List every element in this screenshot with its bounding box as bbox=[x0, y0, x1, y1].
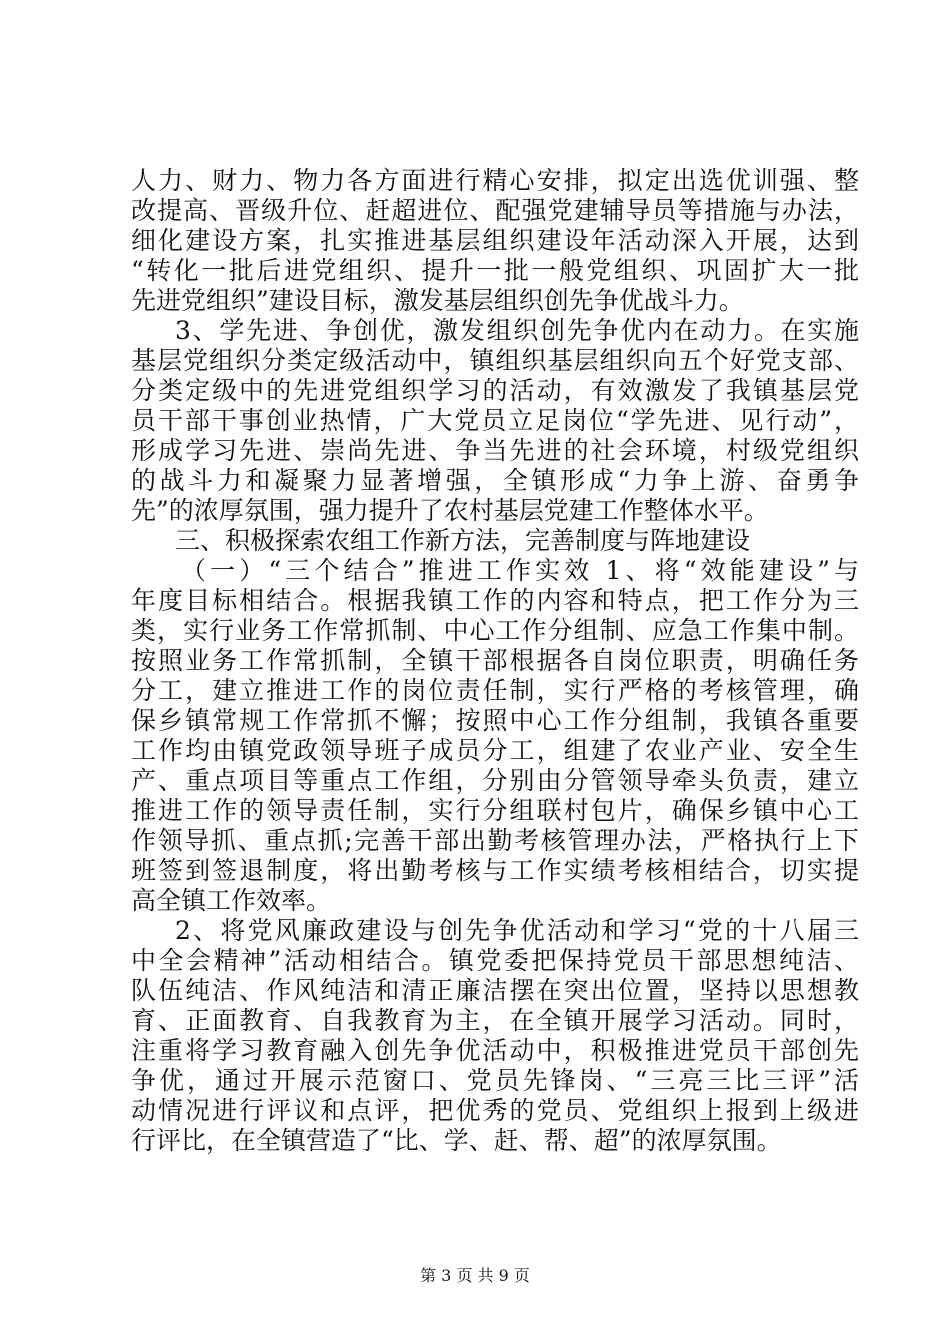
text-line: 工作均由镇党政领导班子成员分工，组建了农业产业、安全生 bbox=[131, 736, 859, 765]
text-line: 的战斗力和凝聚力显著增强，全镇形成“力争上游、奋勇争 bbox=[131, 466, 859, 495]
text-line: 员干部干事创业热情，广大党员立足岗位“学先进、见行动”， bbox=[131, 406, 859, 435]
text-line: 细化建设方案，扎实推进基层组织建设年活动深入开展，达到 bbox=[131, 226, 859, 255]
text-line: 形成学习先进、崇尚先进、争当先进的社会环境，村级党组织 bbox=[131, 436, 859, 465]
paragraph-start-line: 3、学先进、争创优，激发组织创先争优内在动力。在实施 bbox=[175, 316, 859, 345]
body-text bbox=[131, 166, 859, 1156]
text-line: 分类定级中的先进党组织学习的活动，有效激发了我镇基层党 bbox=[131, 376, 859, 405]
text-line: 按照业务工作常抓制，全镇干部根据各自岗位职责，明确任务 bbox=[131, 646, 859, 675]
text-line: 队伍纯洁、作风纯洁和清正廉洁摆在突出位置，坚持以思想教 bbox=[131, 976, 859, 1005]
text-line: 保乡镇常规工作常抓不懈；按照中心工作分组制，我镇各重要 bbox=[131, 706, 859, 735]
text-line: 分工，建立推进工作的岗位责任制，实行严格的考核管理，确 bbox=[131, 676, 859, 705]
text-line: 行评比，在全镇营造了“比、学、赶、帮、超”的浓厚氛围。 bbox=[131, 1126, 782, 1155]
text-line: 高全镇工作效率。 bbox=[131, 886, 332, 915]
text-line: 产、重点项目等重点工作组，分别由分管领导牵头负责，建立 bbox=[131, 766, 859, 795]
section-heading: 三、积极探索农组工作新方法，完善制度与阵地建设 bbox=[175, 526, 751, 555]
text-line: 人力、财力、物力各方面进行精心安排，拟定出选优训强、整 bbox=[131, 166, 859, 195]
text-line: 争优，通过开展示范窗口、党员先锋岗、“三亮三比三评”活 bbox=[131, 1066, 859, 1095]
text-line: 类，实行业务工作常抓制、中心工作分组制、应急工作集中制。 bbox=[131, 616, 859, 645]
page-number-footer: 第 3 页 共 9 页 bbox=[420, 1266, 530, 1285]
text-line: 班签到签退制度，将出勤考核与工作实绩考核相结合，切实提 bbox=[131, 856, 859, 885]
text-line: 先”的浓厚氛围，强力提升了农村基层党建工作整体水平。 bbox=[131, 496, 769, 525]
text-line: 改提高、晋级升位、赶超进位、配强党建辅导员等措施与办法， bbox=[131, 196, 859, 225]
text-line: 中全会精神”活动相结合。镇党委把保持党员干部思想纯洁、 bbox=[131, 946, 859, 975]
subsection-heading-line: （一）“三个结合”推进工作实效 1、将“效能建设”与 bbox=[181, 556, 859, 585]
text-line: 育、正面教育、自我教育为主，在全镇开展学习活动。同时， bbox=[131, 1006, 859, 1035]
text-line: 基层党组织分类定级活动中，镇组织基层组织向五个好党支部、 bbox=[131, 346, 859, 375]
text-line: 推进工作的领导责任制，实行分组联村包片，确保乡镇中心工 bbox=[131, 796, 859, 825]
text-line: “转化一批后进党组织、提升一批一般党组织、巩固扩大一批 bbox=[131, 256, 859, 285]
text-line: 作领导抓、重点抓;完善干部出勤考核管理办法，严格执行上下 bbox=[131, 826, 859, 855]
text-line: 年度目标相结合。根据我镇工作的内容和特点，把工作分为三 bbox=[131, 586, 859, 615]
text-line: 先进党组织”建设目标，激发基层组织创先争优战斗力。 bbox=[131, 286, 744, 315]
text-line: 注重将学习教育融入创先争优活动中，积极推进党员干部创先 bbox=[131, 1036, 859, 1065]
paragraph-start-line: 2、将党风廉政建设与创先争优活动和学习“党的十八届三 bbox=[175, 916, 859, 945]
text-line: 动情况进行评议和点评，把优秀的党员、党组织上报到上级进 bbox=[131, 1096, 859, 1125]
